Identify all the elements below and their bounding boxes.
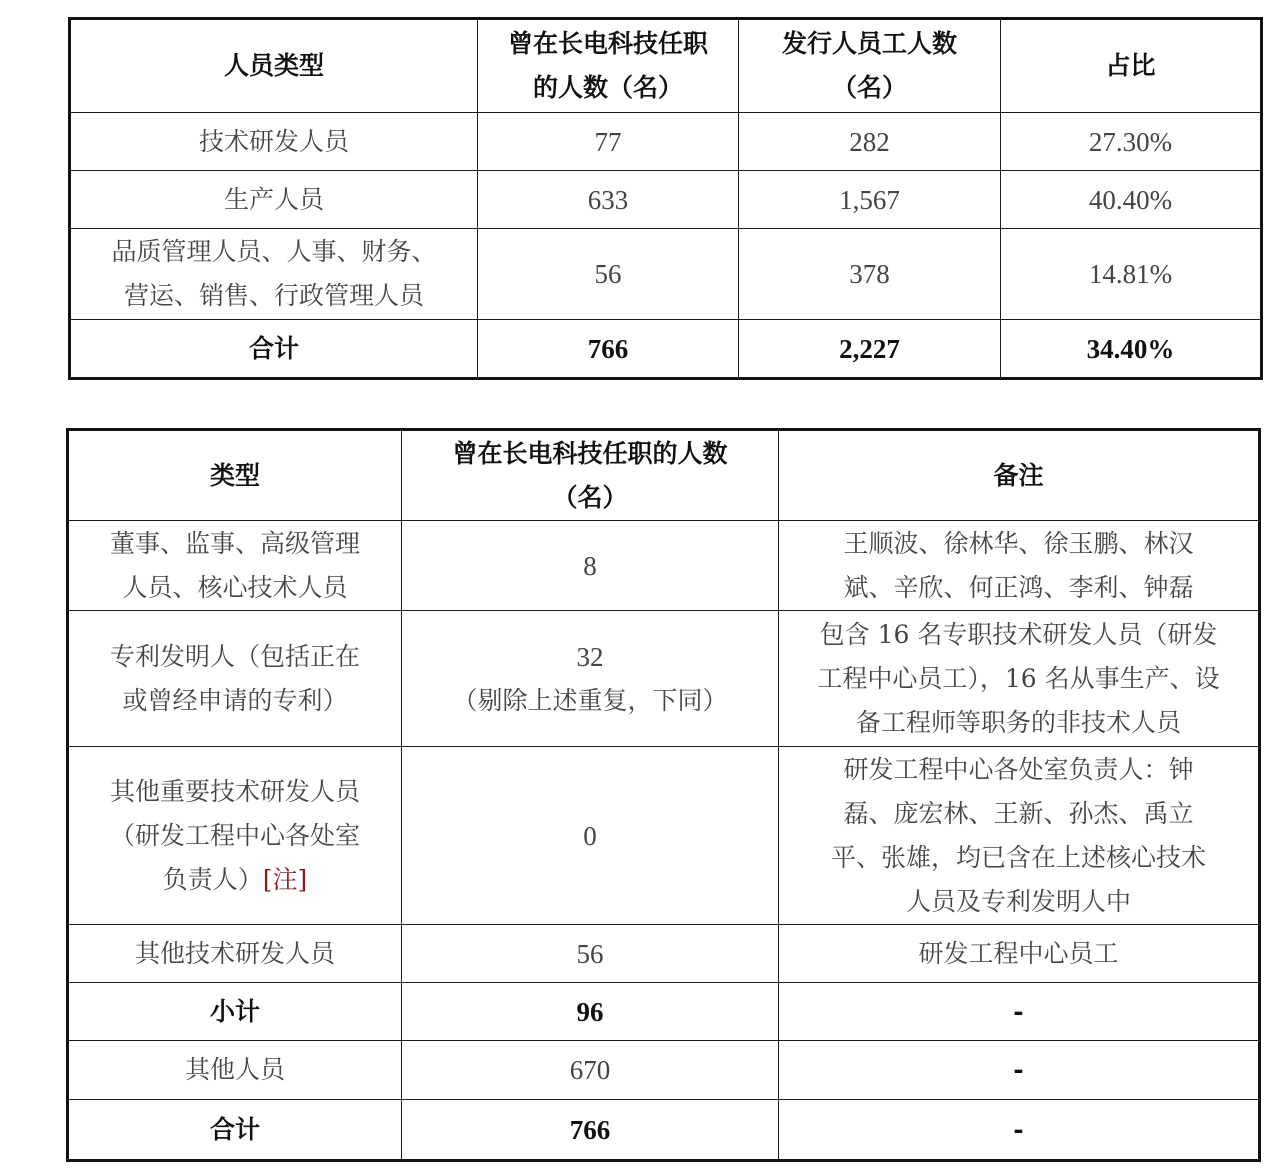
table-total-row (70, 320, 1262, 379)
cell-total-former-jcet: 766 (478, 320, 739, 379)
cell-former-jcet-count: 56 (478, 229, 739, 320)
cell-ratio: 40.40% (1001, 171, 1262, 229)
table-subtotal-row (68, 983, 1260, 1041)
former-jcet-breakdown-table (66, 428, 1261, 1162)
footnote-link[interactable]: [注] (262, 864, 308, 894)
header-former-jcet-count: 曾在长电科技任职的人数 （名） (402, 430, 779, 521)
cell-type: 其他人员 (68, 1041, 402, 1100)
cell-type: 专利发明人（包括正在 或曾经申请的专利） (68, 611, 402, 747)
cell-staff-type: 生产人员 (70, 171, 478, 229)
cell-count: 8 (402, 521, 779, 611)
cell-staff-type: 品质管理人员、人事、财务、 营运、销售、行政管理人员 (70, 229, 478, 320)
cell-issuer-staff-count: 1,567 (739, 171, 1001, 229)
cell-type: 董事、监事、高级管理 人员、核心技术人员 (68, 521, 402, 611)
cell-count: 766 (402, 1100, 779, 1161)
cell-remark: 研发工程中心各处室负责人：钟 磊、庞宏林、王新、孙杰、禹立 平、张雄，均已含在上述核心技术 人员及专利发明人中 (779, 747, 1260, 925)
table-row (68, 611, 1260, 747)
cell-remark: 王顺波、徐林华、徐玉鹏、林汉 斌、辛欣、何正鸿、李利、钟磊 (779, 521, 1260, 611)
table-header-row (68, 430, 1260, 521)
cell-remark: 研发工程中心员工 (779, 925, 1260, 983)
cell-total-ratio: 34.40% (1001, 320, 1262, 379)
table-row (68, 1041, 1260, 1100)
header-staff-type: 人员类型 (70, 19, 478, 113)
staff-composition-table (68, 17, 1263, 380)
cell-issuer-staff-count: 378 (739, 229, 1001, 320)
cell-count: 0 (402, 747, 779, 925)
cell-count: 96 (402, 983, 779, 1041)
table-row (68, 925, 1260, 983)
cell-count: 670 (402, 1041, 779, 1100)
table-row (70, 171, 1262, 229)
cell-total-issuer-staff: 2,227 (739, 320, 1001, 379)
cell-count: 32 （剔除上述重复，下同） (402, 611, 779, 747)
cell-ratio: 14.81% (1001, 229, 1262, 320)
cell-type: 合计 (68, 1100, 402, 1161)
table-total-row (68, 1100, 1260, 1161)
header-former-jcet-count: 曾在长电科技任职 的人数（名） (478, 19, 739, 113)
cell-type: 其他重要技术研发人员 （研发工程中心各处室 负责人）[注] (68, 747, 402, 925)
cell-type: 其他技术研发人员 (68, 925, 402, 983)
cell-count: 56 (402, 925, 779, 983)
cell-remark: - (779, 1041, 1260, 1100)
header-type: 类型 (68, 430, 402, 521)
cell-remark: - (779, 983, 1260, 1041)
table-row (70, 229, 1262, 320)
table-row (68, 521, 1260, 611)
header-issuer-staff-count: 发行人员工人数 （名） (739, 19, 1001, 113)
cell-former-jcet-count: 633 (478, 171, 739, 229)
cell-remark: 包含 16 名专职技术研发人员（研发 工程中心员工），16 名从事生产、设 备工程师等职务的非技术人员 (779, 611, 1260, 747)
cell-type: 小计 (68, 983, 402, 1041)
table-row (68, 747, 1260, 925)
cell-issuer-staff-count: 282 (739, 113, 1001, 171)
cell-ratio: 27.30% (1001, 113, 1262, 171)
table-header-row (70, 19, 1262, 113)
cell-former-jcet-count: 77 (478, 113, 739, 171)
cell-staff-type: 技术研发人员 (70, 113, 478, 171)
table-row (70, 113, 1262, 171)
cell-total-label: 合计 (70, 320, 478, 379)
header-ratio: 占比 (1001, 19, 1262, 113)
header-remark: 备注 (779, 430, 1260, 521)
cell-remark: - (779, 1100, 1260, 1161)
